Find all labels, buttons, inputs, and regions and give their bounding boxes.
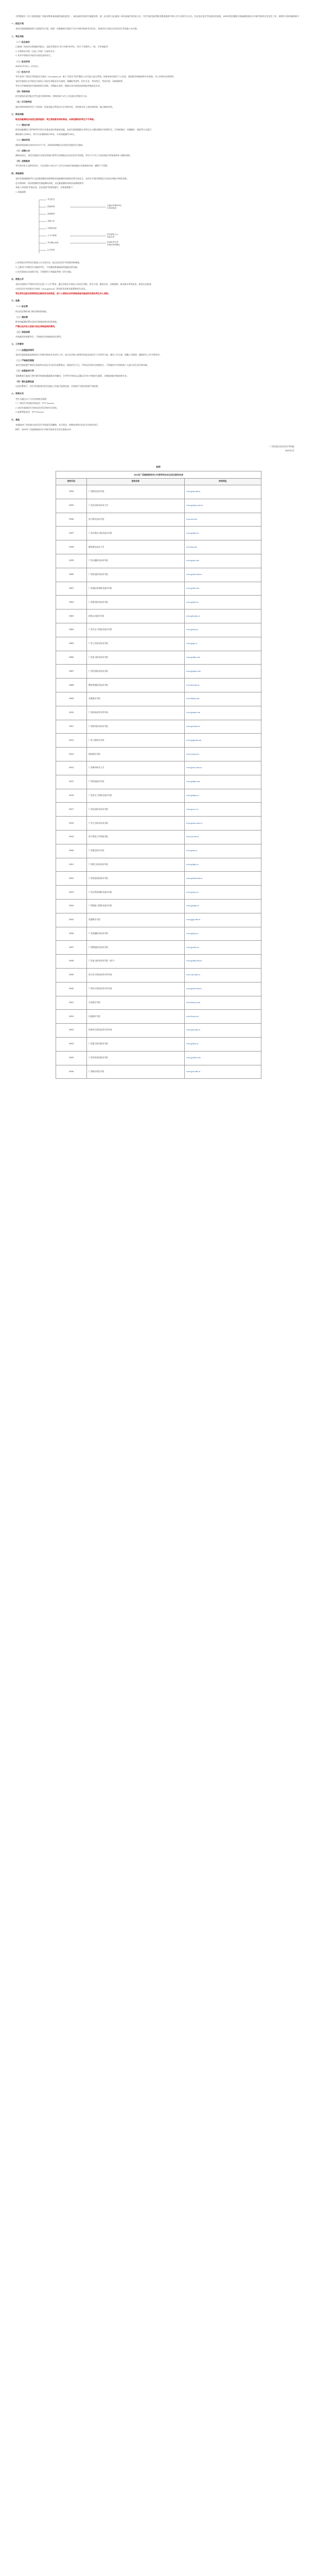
college-url[interactable]: www.gxnyxy.com.cn: [185, 499, 261, 513]
college-name: 广西体育高等专科学校: [87, 706, 185, 720]
college-url[interactable]: www.gxjrxy.cn: [185, 927, 261, 941]
college-url[interactable]: www.gxzzgc.cn: [185, 900, 261, 913]
section-9-paragraph: 本通知由广西壮族自治区招生考试院负责解释。未尽事宜，按教育部和自治区有关规定执行。: [15, 423, 100, 426]
section-8-paragraph: 考生可通过以下方式咨询相关政策：: [15, 397, 48, 400]
college-code: 10609: [56, 692, 87, 706]
college-url[interactable]: www.gxdlxy.com: [185, 651, 261, 665]
attachment-reference: 附件：2025年广西高职院校对口中职学校毕业生招生院校名单: [15, 428, 71, 431]
college-code: 10611: [56, 720, 87, 734]
flow-chart-label: 1. 录取流程: [15, 191, 26, 194]
section-7-paragraph: 各招生院校要高度重视对口中职学校毕业生招生工作，成立由学校主要领导任组长的招生工作领导小组，制定工作方案，明确工作职责，确保招生工作平稳有序。: [15, 353, 162, 356]
section-5-title: 五、信息公开: [11, 278, 24, 281]
section-2-title: 二、考生申报: [11, 35, 24, 38]
college-url[interactable]: www.gxwlzy.cn: [185, 941, 261, 955]
college-name: 广西生态工程职业技术学院: [87, 623, 185, 637]
table-row: [56, 831, 261, 844]
table-row: [56, 1037, 261, 1051]
college-code: 10628: [56, 955, 87, 969]
table-row: [56, 817, 261, 831]
flow-node-score: 成绩公布: [47, 220, 55, 223]
table-row: [56, 596, 261, 609]
college-url[interactable]: www.gxxd.net.cn: [185, 720, 261, 734]
section-7-sub-1: （一）加强组织领导: [15, 348, 34, 351]
college-name: 广西幼儿师范高等专科学校: [87, 982, 185, 996]
college-url[interactable]: www.gxkjzy.com: [185, 775, 261, 789]
college-code: 10610: [56, 706, 87, 720]
college-url[interactable]: www.gxaqzy.cn: [185, 789, 261, 803]
college-url[interactable]: www.gxart.cn: [185, 844, 261, 858]
section-8-item: 1. 广西招生考试院咨询电话：0771-5xxxxxx: [15, 402, 55, 405]
college-name: 广西蓝天航空职业学院: [87, 1037, 185, 1051]
college-code: 10615: [56, 775, 87, 789]
college-code: 10633: [56, 1024, 87, 1038]
table-row: [56, 900, 261, 913]
section-3-paragraph: 考生如对本人成绩有异议，可在成绩公布后3个工作日内向招生院校提出书面复核申请，逾期不予受理。: [15, 164, 109, 167]
college-code: 10597: [56, 527, 87, 540]
college-list-table: [56, 471, 261, 1079]
section-4-paragraph: 2. 拟录取名单经招生院校公示无异议后，报自治区招生考试院审核备案。: [15, 261, 81, 264]
college-name: 广西职业技术学院: [87, 485, 185, 499]
section-3-sub-4: （四）成绩复核: [15, 160, 30, 163]
section-4-title: 四、录取原则: [11, 172, 24, 175]
table-header-row: [56, 479, 261, 485]
section-7-sub-2: （二）严格规范管理: [15, 359, 34, 362]
signature-block: [11, 445, 294, 453]
college-code: 10606: [56, 651, 87, 665]
table-row: [56, 1010, 261, 1024]
section-7-paragraph: 自治区教育厅、招生考试院将对招生院校工作进行监督检查，对违规行为依法依规严肃处理。: [15, 385, 100, 388]
college-name: 广西机电职业技术学院: [87, 568, 185, 582]
table-row: [56, 692, 261, 706]
college-code: 10623: [56, 886, 87, 900]
college-url[interactable]: www.gxgy.cn: [185, 637, 261, 651]
flow-note-publicity: 招生院校公示 录取名单: [107, 233, 118, 239]
section-5-paragraph: 自治区招生考试院官方网站（www.gxeea.cn）将及时发布相关政策和招生信息。: [15, 287, 87, 291]
section-3-notice: 职业技能测试由各招生院校组织，考生须按要求按时参加。未参加测试的考生不予录取。: [15, 118, 96, 121]
college-name: 广西职业师范学院: [87, 1065, 185, 1079]
college-name: 广西科技职业学院: [87, 775, 185, 789]
section-2-paragraph: 各招生院校应在学校官方网站公布招生章程及有关说明，明确报考条件、招生专业、考试科目、考试内容、录取规则等。: [15, 80, 125, 83]
college-name: 广西水利电力职业技术学院: [87, 527, 185, 540]
section-6-paragraph: 按自治区物价部门核定的标准收取。: [15, 310, 48, 313]
college-url[interactable]: www.sycxnu.cn: [185, 831, 261, 844]
college-name: 柳州职业技术大学: [87, 540, 185, 554]
table-row: [56, 858, 261, 872]
table-row: [56, 761, 261, 775]
section-1-title: 一、招生计划: [11, 22, 24, 25]
section-7-sub-4: （四）强化监督检查: [15, 380, 34, 383]
section-7-paragraph: 各地教育行政部门和中职学校要加强政策宣传解读，引导考生和家长正确认识对口中职招生政策，合理选择报考院校和专业。: [15, 374, 129, 377]
college-url[interactable]: www.gxltxy.cn: [185, 1037, 261, 1051]
college-url[interactable]: www.gxstzy.cn: [185, 623, 261, 637]
table-row: [56, 941, 261, 955]
flow-node-review: 资格审核: [47, 206, 55, 208]
college-code: 10594: [56, 485, 87, 499]
table-row: [56, 1024, 261, 1038]
table-row: [56, 913, 261, 927]
table-row: [56, 568, 261, 582]
flow-note-review: 未通过审核的考生 可申请复核: [107, 205, 122, 210]
flow-node-pre-admit: 学校拟录取: [47, 227, 57, 230]
college-url[interactable]: www.ltzy.edu.cn: [185, 679, 261, 692]
table-row: [56, 513, 261, 527]
college-name: 南宁师范大学师园学院: [87, 831, 185, 844]
college-code: 10596: [56, 513, 87, 527]
college-code: 10622: [56, 872, 87, 886]
college-code: 10624: [56, 900, 87, 913]
section-2-sub-2: （二）报名时间: [15, 60, 30, 63]
section-2-sub-1: （一）报名条件: [15, 40, 30, 43]
section-8-item: 3. 监督举报电话：0771-5xxxxxx: [15, 411, 44, 414]
college-code: 10616: [56, 789, 87, 803]
college-code: 10629: [56, 968, 87, 982]
college-url[interactable]: www.gxcvc.cn: [185, 803, 261, 817]
college-code: 10618: [56, 817, 87, 831]
college-name: 崇左幼儿师范高等专科学校: [87, 968, 185, 982]
college-name: 南宁职业技术学院: [87, 513, 185, 527]
college-name: 柳州铁道职业技术学院: [87, 679, 185, 692]
college-url[interactable]: www.gxibvc.net: [185, 582, 261, 596]
section-7-sub-3: （三）加强宣传引导: [15, 369, 34, 372]
table-row: [56, 540, 261, 554]
college-code: 10605: [56, 637, 87, 651]
table-row: [56, 803, 261, 817]
section-4-paragraph: 录取工作按照“学校负责、招办监督”的原则进行，具体流程如下：: [15, 186, 75, 189]
table-row: [56, 775, 261, 789]
table-row: [56, 623, 261, 637]
college-url[interactable]: www.gxtznn.com: [185, 706, 261, 720]
table-row: [56, 637, 261, 651]
college-url[interactable]: www.hczyxy.cn: [185, 1010, 261, 1024]
section-7-paragraph: 各招生院校要严格执行国家和自治区有关招生政策规定，规范招生行为，不得以任何形式违规招生，不得委托中介机构或个人进行招生宣传和录取。: [15, 364, 149, 367]
table-row: [56, 955, 261, 969]
college-code: 10632: [56, 1010, 87, 1024]
college-url[interactable]: www.peixian.edu.cn: [185, 872, 261, 886]
college-url[interactable]: www.gxwzy.com.cn: [185, 817, 261, 831]
college-code: 10626: [56, 927, 87, 941]
college-code: 10612: [56, 734, 87, 748]
table-row: [56, 982, 261, 996]
college-url[interactable]: www.gxzy.edu.cn: [185, 485, 261, 499]
college-name: 广西电力职业技术学院: [87, 651, 185, 665]
table-row: [56, 651, 261, 665]
section-4-paragraph: 总分相同时，依次按照职业技能测试成绩、文化素质测试成绩从高到低排序。: [15, 181, 85, 184]
column-header-name: 院校名称: [87, 479, 185, 485]
flow-node-admit: 正式录取: [47, 249, 55, 251]
table-row: [56, 927, 261, 941]
college-code: 10607: [56, 665, 87, 679]
section-7-title: 七、工作要求: [11, 343, 24, 346]
college-code: 10619: [56, 831, 87, 844]
college-url[interactable]: www.gxzrzy.cn: [185, 886, 261, 900]
table-row: [56, 872, 261, 886]
college-code: 10608: [56, 679, 87, 692]
section-2-item: 1. 中等职业学校（含技工学校）应届毕业生；: [15, 49, 57, 53]
college-code: 10603: [56, 609, 87, 623]
section-3-paragraph: 职业技能测试主要考核考生的专业基本知识和基本技能，由招生院校根据专业特点自主确定测试内容和形式，可采取笔试、实践操作、面试等方式进行。: [15, 128, 153, 131]
section-9-title: 九、其他: [11, 418, 20, 421]
section-5-paragraph: 各招生院校应严格执行招生信息“十公开”要求，通过学校官方网站公布招生章程、招生计划、测试办法、录取规则、拟录取名单等信息，接受社会监督。: [15, 283, 153, 286]
signature-date: 2025年2月: [285, 449, 294, 452]
college-code: 10617: [56, 803, 87, 817]
flow-note-confirm: 拟录取考生须 在规定时间确认: [107, 241, 120, 246]
column-header-url: 院校网址: [185, 479, 261, 485]
section-2-paragraph: 已参加广西2025年普通高考报名，且报考类别为“对口中职”的考生，符合下列条件之一的，可申请报考：: [15, 45, 110, 48]
college-name: 广西物流职业技术学院: [87, 941, 185, 955]
college-code: 10599: [56, 554, 87, 568]
flow-node-register: 考生报名: [47, 198, 55, 201]
section-4-paragraph: 3. 已被对口中职招生录取的考生，不再参加普通高校其他批次的录取。: [15, 266, 79, 269]
section-6-paragraph: 对家庭经济困难考生，可按规定申请减免相关费用。: [15, 335, 63, 338]
college-code: 10595: [56, 499, 87, 513]
college-code: 10604: [56, 623, 87, 637]
college-url[interactable]: www.gxgcedu.com: [185, 734, 261, 748]
table-row: [56, 527, 261, 540]
flow-node-confirm: 考生确认录取: [47, 242, 59, 244]
college-name: 广西金融职业技术学院: [87, 927, 185, 941]
college-name: 钦州幼儿师范高等专科学校: [87, 1024, 185, 1038]
college-url[interactable]: www.lzzy.net: [185, 540, 261, 554]
college-url[interactable]: www.qzys.edu.cn: [185, 1024, 261, 1038]
table-row: [56, 968, 261, 982]
college-code: 10627: [56, 941, 87, 955]
college-url[interactable]: www.gxccu.com.cn: [185, 761, 261, 775]
college-url[interactable]: www.gxyhxy.com: [185, 1051, 261, 1065]
college-name: 广西工程职业学院: [87, 734, 185, 748]
college-code: 10634: [56, 1037, 87, 1051]
college-code: 10636: [56, 1065, 87, 1079]
college-name: 河池职业学院: [87, 1010, 185, 1024]
table-row: [56, 734, 261, 748]
table-row: [56, 748, 261, 761]
college-url[interactable]: www.gxlgzy.cn: [185, 858, 261, 872]
college-name: 梧州职业学院: [87, 748, 185, 761]
college-code: 10621: [56, 858, 87, 872]
college-code: 10620: [56, 844, 87, 858]
college-code: 10630: [56, 982, 87, 996]
section-3-sub-2: （二）测试时间: [15, 139, 30, 142]
college-code: 10614: [56, 761, 87, 775]
section-6-paragraph: 职业技能测试费由各招生院校按规定标准收取。: [15, 320, 59, 324]
college-name: 广西英华国际职业学院: [87, 1051, 185, 1065]
college-name: 广西理工职业技术学院: [87, 858, 185, 872]
college-url[interactable]: www.wzzyxy.cn: [185, 748, 261, 761]
college-name: 广西制造工程职业技术学院: [87, 900, 185, 913]
section-3-title: 三、职业技能: [11, 112, 24, 115]
college-url[interactable]: www.gxjsxy.cn: [185, 596, 261, 609]
college-name: 广西卫生职业技术学院: [87, 817, 185, 831]
college-url[interactable]: www.glss.edu.cn: [185, 609, 261, 623]
college-name: 广西信息职业技术学院: [87, 803, 185, 817]
college-url[interactable]: www.gxyesf.edu.cn: [185, 982, 261, 996]
section-6-sub-1: （一）报名费: [15, 305, 28, 308]
attachment-title: 附件: [156, 465, 161, 468]
college-name: 百色职业学院: [87, 996, 185, 1010]
college-name: 广西交通职业技术学院: [87, 554, 185, 568]
section-6-sub-2: （二）测试费: [15, 315, 28, 318]
section-2-item: 2025年3月10日—3月25日。: [15, 64, 40, 67]
college-url[interactable]: www.ggzy.edu.cn: [185, 913, 261, 927]
table-row: [56, 1051, 261, 1065]
college-name: 桂林山水职业学院: [87, 609, 185, 623]
section-1-paragraph: 各招生院校根据国家下达的招生计划，安排一定数量的计划用于对口中职学校毕业生招生。具体招生计划以自治区招生考试院公布为准。: [15, 27, 139, 30]
signature-org: 广西壮族自治区招生考试院: [270, 445, 294, 448]
table-row: [56, 996, 261, 1010]
table-row: [56, 554, 261, 568]
section-3-sub-1: （一）测试内容: [15, 124, 30, 127]
section-4-paragraph: 4. 招生院校未完成的计划，可统筹用于普通高考统一招生录取。: [15, 270, 73, 274]
college-url[interactable]: www.gxdlxy.edu.cn: [185, 955, 261, 969]
section-5-notice: 考生须关注报名系统和招生院校发布的信息，因个人原因未及时获取信息而造成的后果由考生本人承担。: [15, 292, 110, 295]
college-name: 广西自然资源职业技术学院: [87, 886, 185, 900]
college-url[interactable]: www.gxsdxy.cn: [185, 527, 261, 540]
column-header-code: 院校代码: [56, 479, 87, 485]
table-row: [56, 706, 261, 720]
flow-node-publicity: 公示与备案: [47, 234, 57, 237]
section-2-sub-5: （五）打印准考证: [15, 100, 32, 104]
table-row: [56, 844, 261, 858]
table-row: [56, 485, 261, 499]
college-code: 10631: [56, 996, 87, 1010]
admission-flow-chart: [29, 197, 183, 258]
college-name: 北海职业学院: [87, 692, 185, 706]
college-name: 广西建设职业技术学院: [87, 596, 185, 609]
section-6-notice: 严禁以任何名义收取与招生录取挂钩的费用。: [15, 325, 57, 328]
table-row: [56, 609, 261, 623]
college-name: 广西经贸职业技术学院: [87, 665, 185, 679]
college-url[interactable]: www.bhzyxy.net: [185, 692, 261, 706]
intro-paragraph: 为贯彻落实《关于加快推进广西职业教育高质量发展的意见》，深化高校考试招生制度改革，进一步完善“文化素质＋职业技能”的评价方式，为学生接受高等职业教育提供多种入学方式和学习方式。经自治区招生考试委员会同意，2025年我区继续开展高职院校对口中职学校毕业生招生工作，现将有关事项通知如下：: [15, 15, 302, 18]
college-code: 10601: [56, 582, 87, 596]
section-6-sub-3: （三）资助政策: [15, 331, 30, 334]
college-name: 广西城市职业大学: [87, 761, 185, 775]
section-4-paragraph: 各招生院校根据考生文化素质测试成绩和职业技能测试成绩按比例合成总分，在招生计划内按照总分从高分到低分择优录取。: [15, 177, 129, 180]
section-6-title: 六、收费: [11, 299, 20, 302]
college-name: 广西安全工程职业技术学院: [87, 789, 185, 803]
section-2-paragraph: 考生登录广西招生考试院官方网站（www.gxeea.cn）或“广西招生考试”微信公众号进入报名系统，按要求如实填写个人信息，选择报考的院校和专业类别，并上传相关证明材料。: [15, 75, 176, 78]
table-row: [56, 1065, 261, 1079]
table-row: [56, 499, 261, 513]
college-url[interactable]: www.ncvt.net: [185, 513, 261, 527]
college-url[interactable]: www.czys.edu.cn: [185, 968, 261, 982]
college-name: 广西工业职业技术学院: [87, 637, 185, 651]
section-2-paragraph: 招生院校负责对报名考生进行资格审核，审核结果于4月上旬在报名系统中公布。: [15, 95, 89, 98]
section-2-item: 2. 具有中等职业学校学历的往届毕业生。: [15, 54, 52, 57]
college-name: 广西电力职业技术学院（南宁）: [87, 955, 185, 969]
table-row: [56, 886, 261, 900]
college-name: 贵港职业学院: [87, 913, 185, 927]
college-name: 广西现代职业技术学院: [87, 720, 185, 734]
section-2-paragraph: 考生应仔细阅读招生院校的招生章程，对照报名条件，根据自身实际情况选择报考院校及专业。: [15, 84, 102, 87]
college-url[interactable]: www.gxcme.edu.cn: [185, 568, 261, 582]
college-code: 10598: [56, 540, 87, 554]
college-url[interactable]: www.gxzs.edu.cn: [185, 1065, 261, 1079]
college-name: 广西农业职业技术大学: [87, 499, 185, 513]
table-row: [56, 789, 261, 803]
section-8-item: 2. 各招生院校招生咨询电话详见学校官方网站。: [15, 406, 59, 409]
college-code: 10635: [56, 1051, 87, 1065]
table-row: [56, 665, 261, 679]
section-2-sub-3: （三）报名方式: [15, 71, 30, 74]
college-code: 10625: [56, 913, 87, 927]
table-row: [56, 582, 261, 596]
college-name: 广西国际商务职业技术学院: [87, 582, 185, 596]
college-code: 10600: [56, 568, 87, 582]
college-code: 10602: [56, 596, 87, 609]
section-2-paragraph: 通过资格审核的考生于考试前一周登录报名系统自行打印准考证，并按准考证上规定的时间、地点参加考试。: [15, 105, 114, 108]
table-row: [56, 720, 261, 734]
college-list-body: [56, 485, 261, 1079]
flow-node-test: 参加测试: [47, 213, 55, 215]
section-2-sub-4: （四）资格审核: [15, 90, 30, 93]
table-row: [56, 679, 261, 692]
college-url[interactable]: www.bszyxy.com: [185, 996, 261, 1010]
college-name: 广西演艺职业学院: [87, 844, 185, 858]
section-3-sub-3: （三）成绩公布: [15, 149, 30, 152]
college-code: 10613: [56, 748, 87, 761]
college-url[interactable]: www.gxjmzy.com: [185, 665, 261, 679]
section-8-title: 八、咨询方式: [11, 392, 24, 395]
section-3-paragraph: 测试满分为300分，其中专业基础知识150分、专业技能操作150分。: [15, 133, 76, 136]
college-list-caption: 2025年广西高职院校对口中职学校毕业生招生院校名单: [56, 471, 261, 478]
section-3-paragraph: 测试时间安排在2025年4月中下旬，具体时间和地点由各招生院校另行通知。: [15, 143, 84, 146]
section-3-paragraph: 测试结束后，各招生院校应在规定时间内将考生成绩报送自治区招生考试院，考生可于5月上旬登录报名系统查询本人测试成绩。: [15, 154, 132, 157]
college-name: 广西培贤国际职业学院: [87, 872, 185, 886]
college-url[interactable]: www.gxjzy.com: [185, 554, 261, 568]
